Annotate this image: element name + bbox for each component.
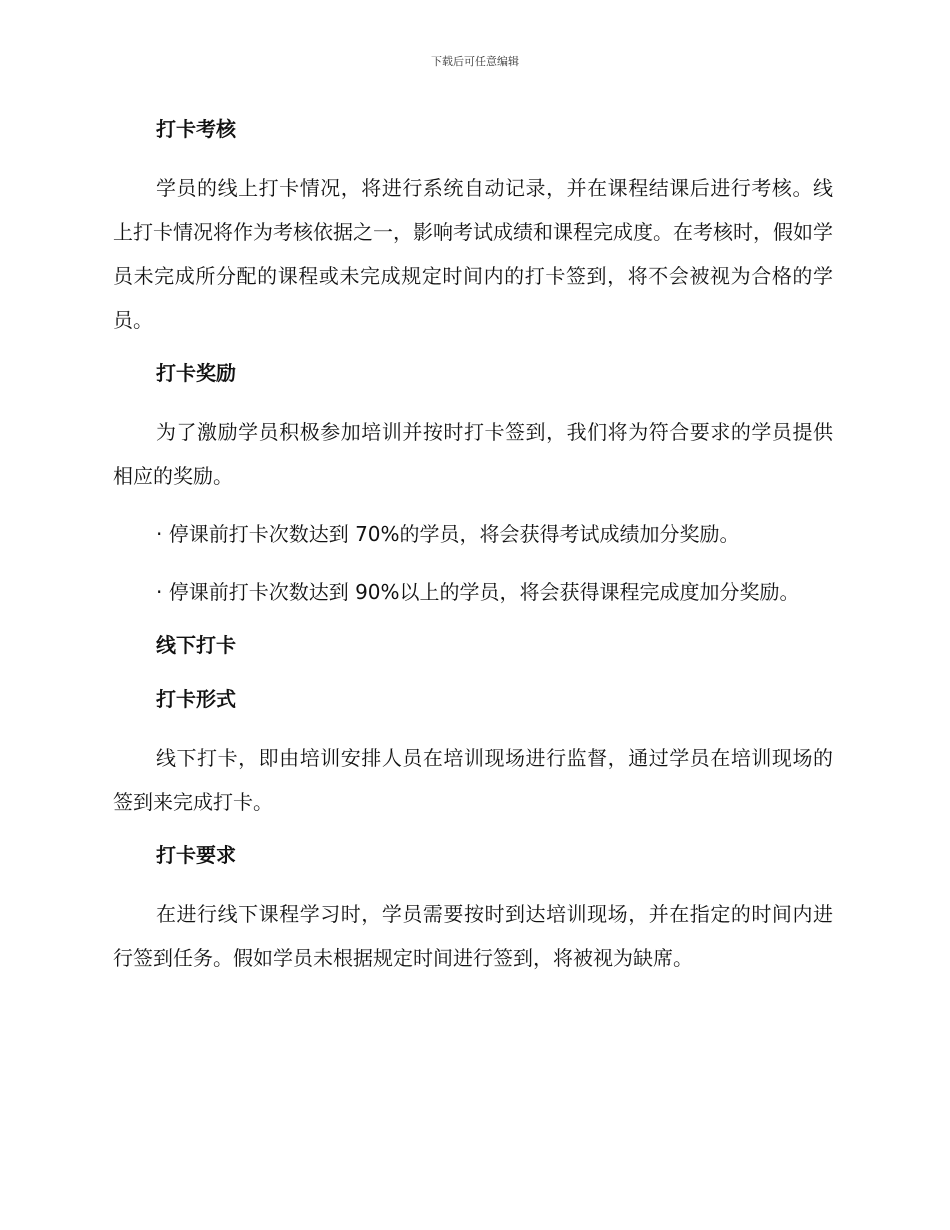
reward-bullet-70: · 停课前打卡次数达到 70%的学员，将会获得考试成绩加分奖励。: [156, 522, 740, 546]
section-title-checkin-requirements: 打卡要求: [156, 843, 236, 867]
reward-bullet-90: · 停课前打卡次数达到 90%以上的学员，将会获得课程完成度加分奖励。: [156, 580, 800, 604]
section-body-checkin-requirements: 在进行线下课程学习时，学员需要按时到达培训现场，并在指定的时间内进行签到任务。假如学员未根据规定时间进行签到，将被视为缺席。: [113, 902, 833, 970]
section-title-checkin-form: 打卡形式: [156, 687, 236, 711]
section-body-checkin-assessment: 学员的线上打卡情况，将进行系统自动记录，并在课程结课后进行考核。线上打卡情况将作为考核依据之一，影响考试成绩和课程完成度。在考核时，假如学员未完成所分配的课程或未完成规定时间内的打卡签到，将不会被视为合格的学员。: [113, 176, 833, 332]
section-body-checkin-reward: 为了激励学员积极参加培训并按时打卡签到，我们将为符合要求的学员提供相应的奖励。: [113, 420, 833, 488]
section-body-checkin-form: 线下打卡，即由培训安排人员在培训现场进行监督，通过学员在培训现场的签到来完成打卡。: [113, 746, 833, 814]
section-title-checkin-reward: 打卡奖励: [156, 361, 236, 385]
page-header-note: 下载后可任意编辑: [431, 55, 519, 68]
section-title-checkin-assessment: 打卡考核: [156, 117, 236, 141]
section-title-offline-checkin: 线下打卡: [156, 633, 236, 657]
document-body: [113, 112, 833, 994]
